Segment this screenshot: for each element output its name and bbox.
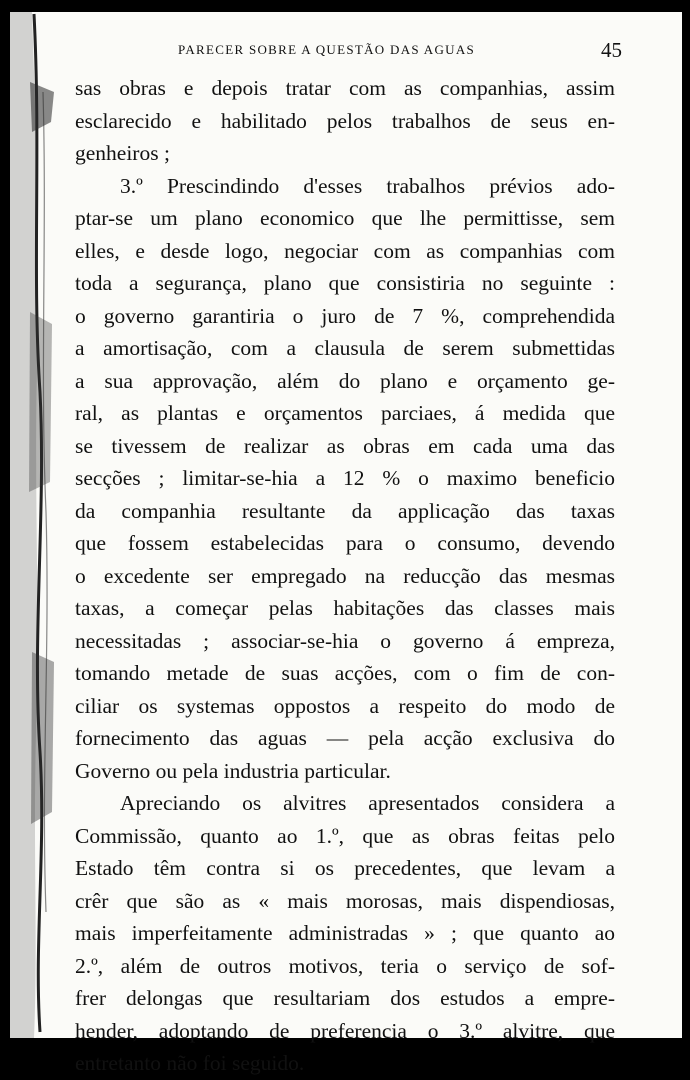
text-line: ptar-se um plano economico que lhe permittisse, sem: [75, 206, 615, 230]
text-line: sas obras e depois tratar com as companhias, assim: [75, 76, 615, 100]
book-page: [10, 12, 682, 1075]
paragraph-start-line: 3.º Prescindindo d'esses trabalhos prévios ado-: [120, 173, 615, 198]
text-line: a sua approvação, além do plano e orçamento ge-: [75, 368, 615, 393]
body-text: [75, 72, 615, 1080]
binding-edge: [10, 12, 72, 1038]
binding-damage-top: [30, 82, 54, 132]
text-line: fornecimento das aguas — pela acção exclusiva do: [75, 726, 615, 750]
page-number: 45: [601, 38, 622, 62]
text-line: taxas, a começar pelas habitações das classes mais: [75, 596, 615, 620]
text-line: hender, adoptando de preferencia o 3.º alvitre, que: [75, 1018, 615, 1043]
text-line: Governo ou pela industria particular.: [75, 758, 391, 783]
text-line: ral, as plantas e orçamentos parciaes, á medida que: [75, 401, 615, 425]
text-line: se tivessem de realizar as obras em cada uma das: [75, 433, 615, 458]
text-line: Commissão, quanto ao 1.º, que as obras feitas pelo: [75, 823, 615, 848]
text-line: a amortisação, com a clausula de serem submettidas: [75, 336, 615, 360]
text-line: secções ; limitar-se-hia a 12 % o maximo beneficio: [75, 466, 615, 490]
text-line: 2.º, além de outros motivos, teria o serviço de sof-: [75, 953, 615, 978]
text-line: necessitadas ; associar-se-hia o governo á empreza,: [75, 628, 615, 653]
binding-shadow: [10, 12, 38, 1038]
text-line: crêr que são as « mais morosas, mais dispendiosas,: [75, 888, 615, 913]
paragraph-start-line: Apreciando os alvitres apresentados considera a: [120, 791, 615, 815]
text-line: ciliar os systemas oppostos a respeito do modo de: [75, 693, 615, 718]
binding-damage-low: [31, 652, 54, 824]
text-line: da companhia resultante da applicação das taxas: [75, 498, 615, 523]
text-line: o governo garantiria o juro de 7 %, comprehendida: [75, 303, 615, 328]
running-head-title: PARECER SOBRE A QUESTÃO DAS AGUAS: [178, 42, 476, 57]
text-line: tomando metade de suas acções, com o fim de con-: [75, 661, 615, 685]
binding-damage-mid: [29, 312, 52, 492]
running-header: [82, 38, 622, 62]
text-line: mais imperfeitamente administradas » ; que quanto ao: [75, 921, 615, 945]
text-line: Estado têm contra si os precedentes, que levam a: [75, 856, 615, 880]
text-line: elles, e desde logo, negociar com as companhias com: [75, 238, 615, 263]
text-line: entretanto não foi seguido.: [75, 1051, 305, 1075]
text-line: genheiros ;: [75, 141, 170, 165]
text-line: o excedente ser empregado na reducção das mesmas: [75, 563, 615, 588]
text-line: que fossem estabelecidas para o consumo, devendo: [75, 531, 615, 555]
text-line: frer delongas que resultariam dos estudos a empre-: [75, 986, 615, 1010]
text-line: esclarecido e habilitado pelos trabalhos de seus en-: [75, 108, 615, 133]
text-line: toda a segurança, plano que consistiria no seguinte :: [75, 271, 615, 295]
